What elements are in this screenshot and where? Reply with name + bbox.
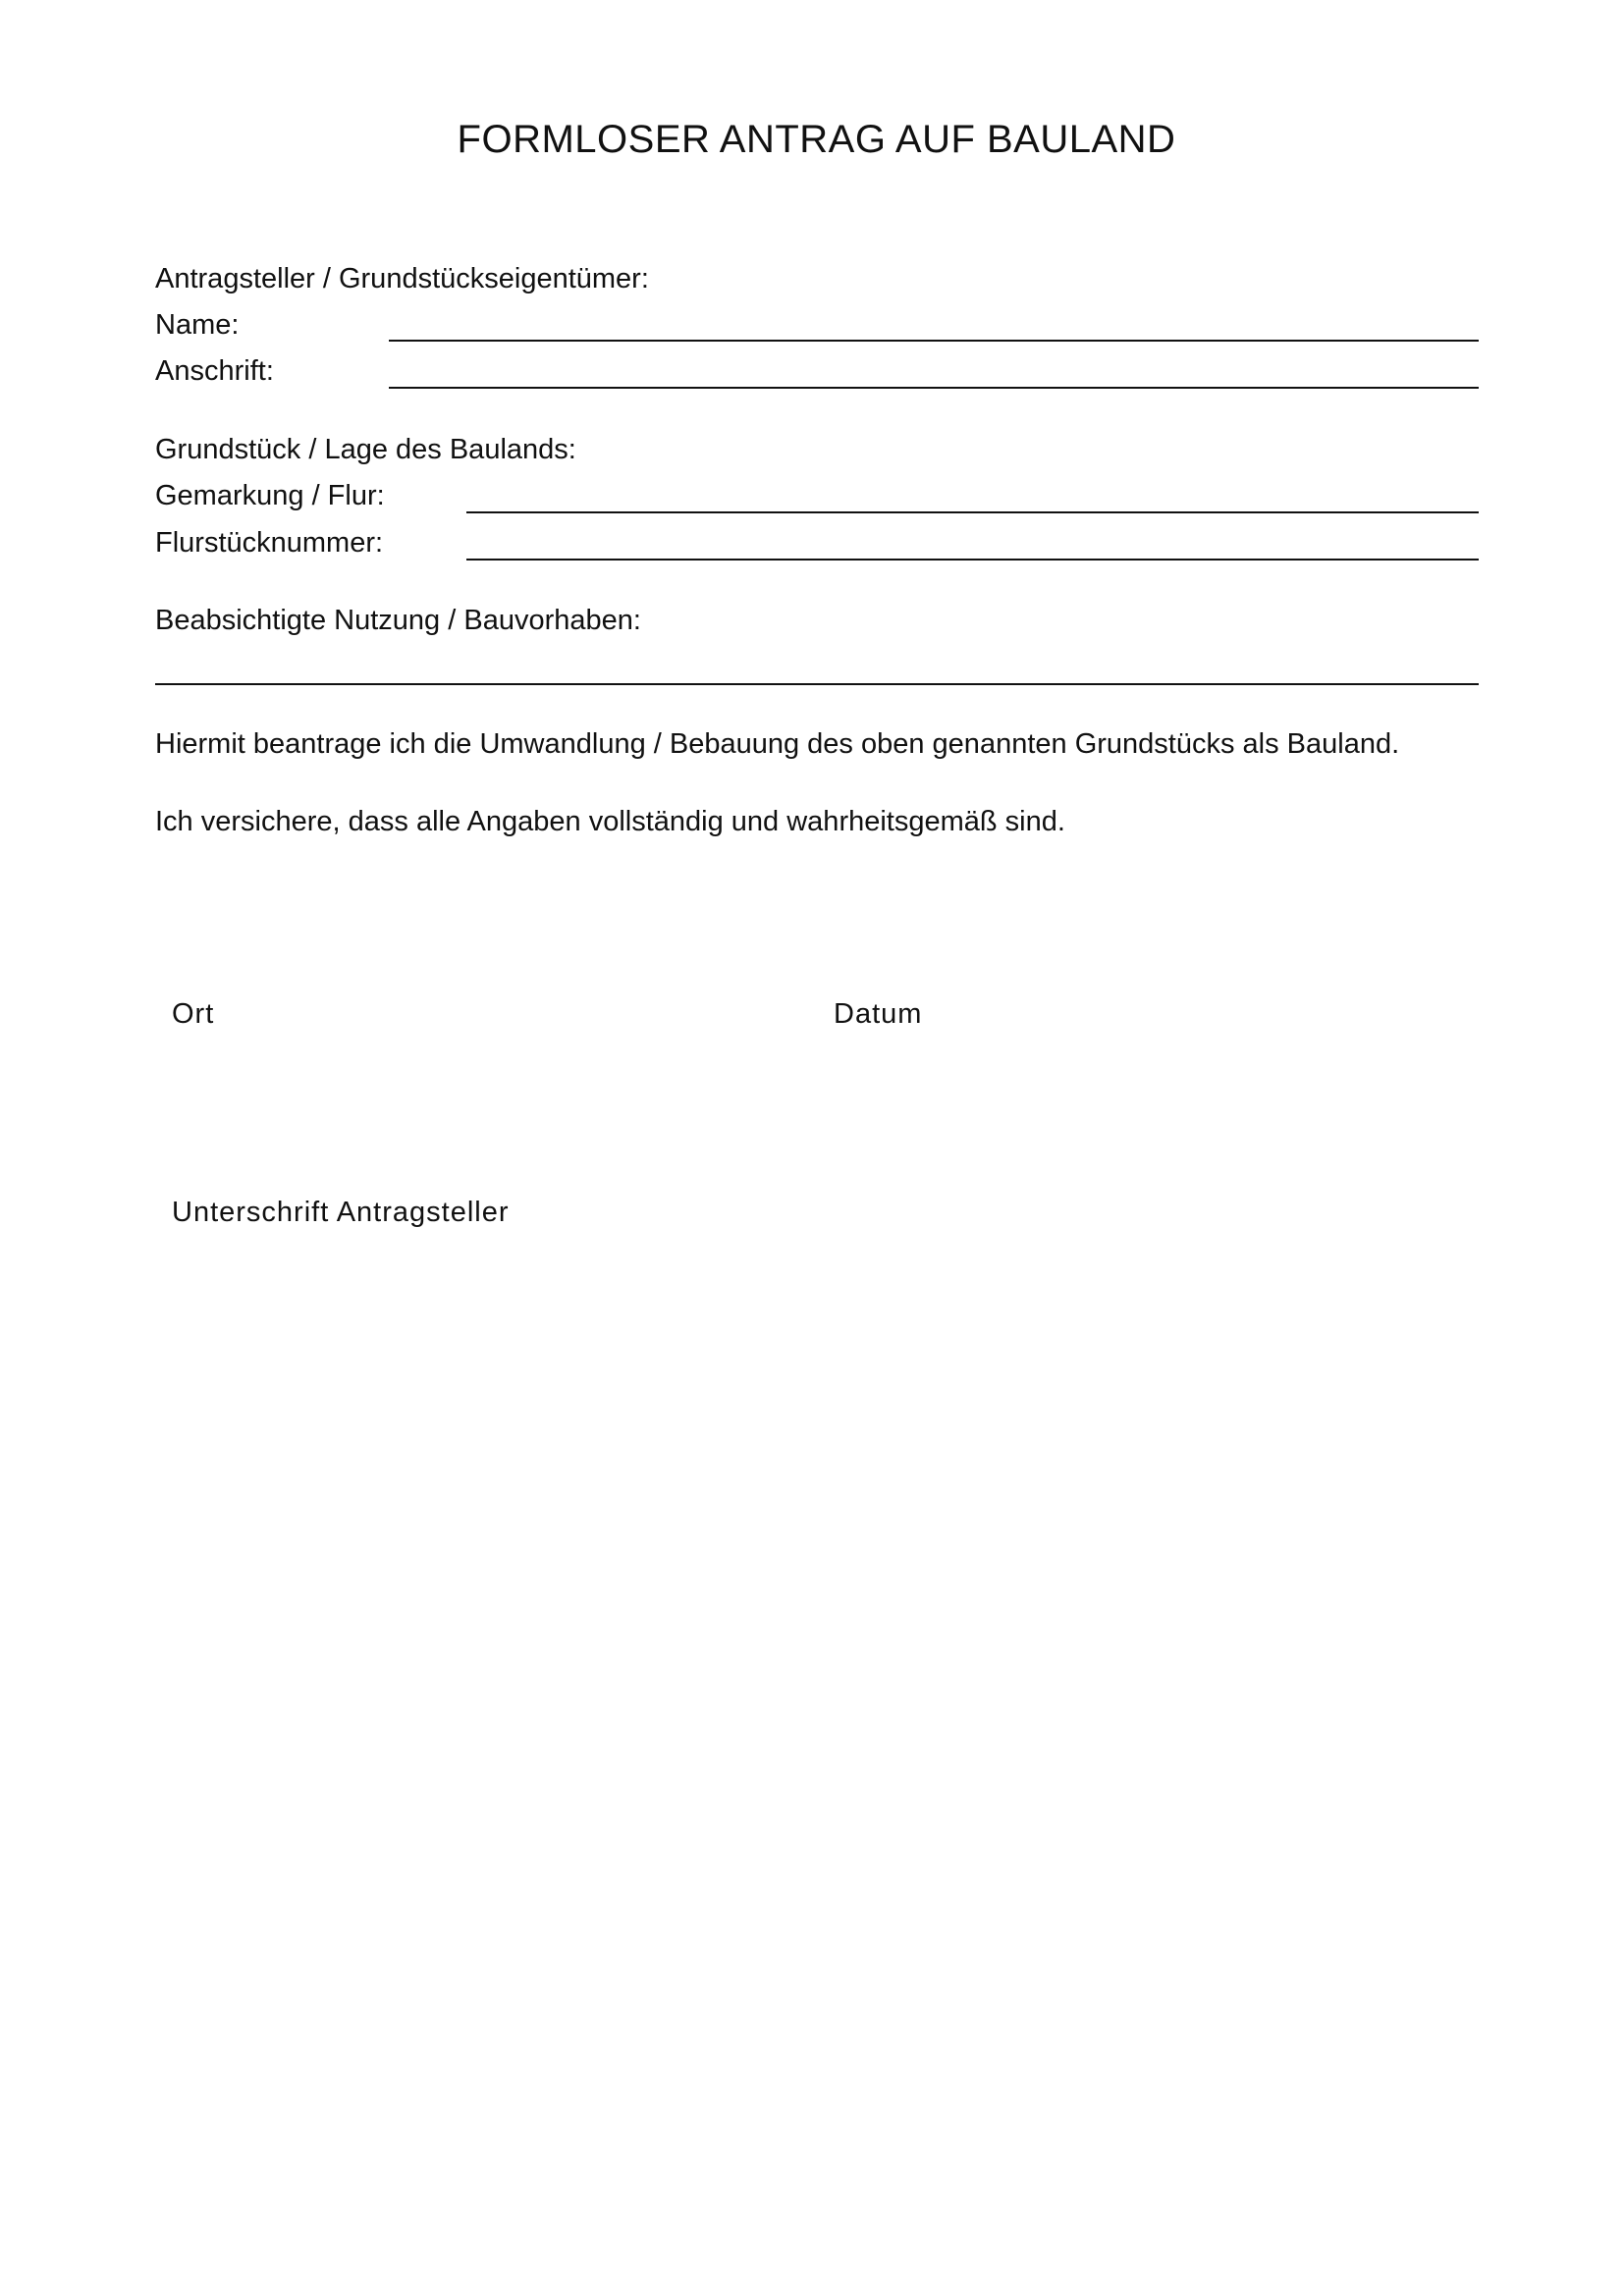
date-label: Datum bbox=[834, 998, 923, 1030]
applicant-section-heading: Antragsteller / Grundstückseigentümer: bbox=[155, 263, 649, 294]
place-label: Ort bbox=[172, 998, 215, 1030]
parcel-number-label: Flurstücknummer: bbox=[155, 527, 384, 559]
district-field[interactable] bbox=[466, 511, 1479, 513]
address-label: Anschrift: bbox=[155, 355, 274, 387]
signature-label: Unterschrift Antragsteller bbox=[172, 1197, 510, 1228]
address-field[interactable] bbox=[389, 387, 1479, 389]
application-statement: Hiermit beantrage ich die Umwandlung / Bebauung des oben genannten Grundstücks als Bauland. bbox=[155, 728, 1400, 760]
name-field[interactable] bbox=[389, 340, 1479, 342]
property-section-heading: Grundstück / Lage des Baulands: bbox=[155, 434, 576, 465]
parcel-number-field[interactable] bbox=[466, 559, 1479, 561]
usage-section-heading: Beabsichtigte Nutzung / Bauvorhaben: bbox=[155, 605, 641, 636]
district-label: Gemarkung / Flur: bbox=[155, 480, 385, 511]
document-title: FORMLOSER ANTRAG AUF BAULAND bbox=[457, 118, 1176, 161]
name-label: Name: bbox=[155, 309, 240, 341]
usage-field[interactable] bbox=[155, 683, 1479, 685]
declaration-statement: Ich versichere, dass alle Angaben vollständig und wahrheitsgemäß sind. bbox=[155, 806, 1065, 837]
